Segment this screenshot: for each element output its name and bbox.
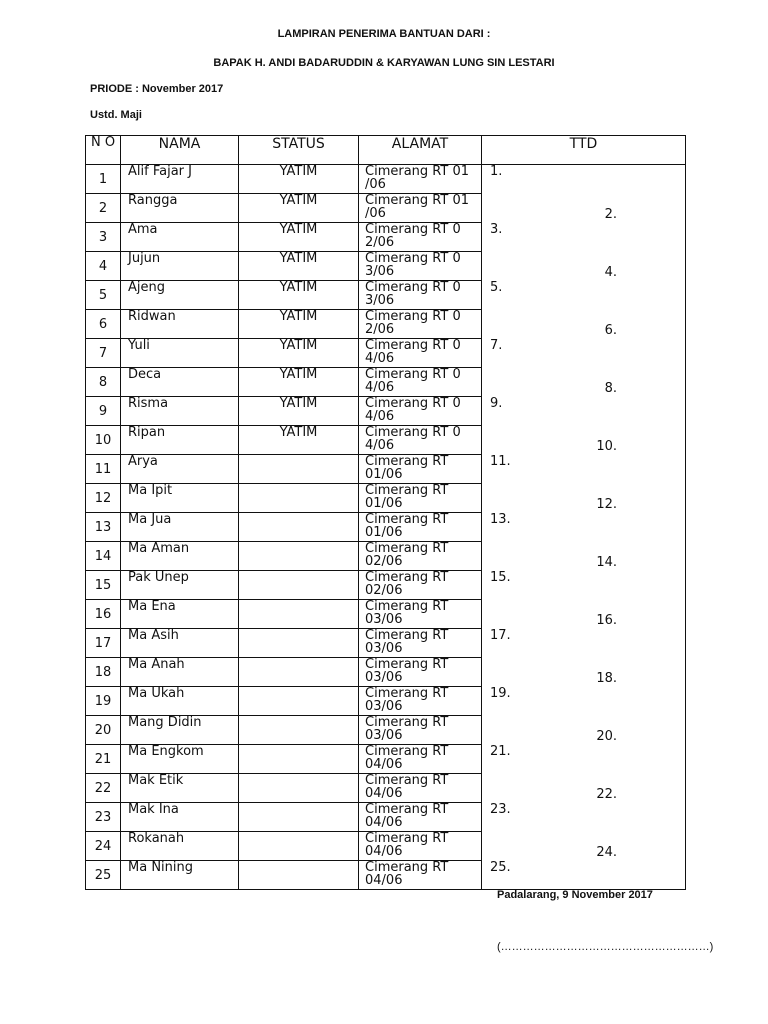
row-nama: Ma Ena [121,600,239,629]
row-alamat: Cimerang RT 0 3/06 [359,281,482,310]
row-alamat: Cimerang RT 01/06 [359,455,482,484]
row-number: 6 [86,310,121,339]
row-number: 15 [86,571,121,600]
signature-slot-label: 1. [490,164,503,179]
table-row [86,339,686,368]
table-row [86,281,686,310]
recipient-table [85,135,686,890]
row-number: 8 [86,368,121,397]
row-nama: Rokanah [121,832,239,861]
row-ttd [482,252,686,281]
row-number: 24 [86,832,121,861]
signature-slot-label: 9. [490,395,503,411]
row-nama: Ma Ukah [121,687,239,716]
signature-slot-label: 14. [596,554,617,570]
row-ttd [482,861,686,890]
signature-slot-label: 4. [604,264,617,280]
signature-slot-label: 6. [604,322,617,338]
row-number: 4 [86,252,121,281]
table-row [86,513,686,542]
table-row [86,310,686,339]
row-nama: Alif Fajar J [121,165,239,194]
row-nama: Mak Etik [121,774,239,803]
row-status [239,455,359,484]
row-number: 1 [86,165,121,194]
signature-slot-label: 11. [490,453,511,469]
row-status [239,832,359,861]
row-nama: Ma Nining [121,861,239,890]
row-number: 13 [86,513,121,542]
row-nama: Mak Ina [121,803,239,832]
row-status: YATIM [239,165,359,194]
place-date: Padalarang, 9 November 2017 [497,889,653,901]
periode-label: PRIODE : November 2017 [90,83,224,95]
column-header-no: N O [86,136,121,165]
ustd-label: Ustd. Maji [90,109,142,121]
table-row [86,745,686,774]
table-row [86,165,686,194]
signature-slot-label: 25. [490,859,511,875]
row-nama: Ripan [121,426,239,455]
row-alamat: Cimerang RT 0 3/06 [359,252,482,281]
row-alamat: Cimerang RT 0 4/06 [359,339,482,368]
row-alamat: Cimerang RT 03/06 [359,629,482,658]
row-alamat: Cimerang RT 03/06 [359,600,482,629]
row-ttd [482,658,686,687]
row-nama: Arya [121,455,239,484]
row-ttd [482,542,686,571]
row-ttd [482,600,686,629]
row-ttd [482,223,686,252]
row-alamat: Cimerang RT 03/06 [359,658,482,687]
signature-slot-label: 21. [490,743,511,759]
row-nama: Deca [121,368,239,397]
row-ttd [482,745,686,774]
signature-slot-label: 24. [596,844,617,860]
table-row [86,861,686,890]
table-row [86,397,686,426]
row-nama: Ma Jua [121,513,239,542]
row-alamat: Cimerang RT 03/06 [359,716,482,745]
row-alamat: Cimerang RT 04/06 [359,832,482,861]
row-number: 14 [86,542,121,571]
row-status: YATIM [239,223,359,252]
table-header-row [86,136,686,165]
row-status: YATIM [239,281,359,310]
title-line-1: LAMPIRAN PENERIMA BANTUAN DARI : [277,28,491,40]
table-row [86,252,686,281]
row-number: 9 [86,397,121,426]
table-row [86,455,686,484]
row-alamat: Cimerang RT 02/06 [359,571,482,600]
row-alamat: Cimerang RT 02/06 [359,542,482,571]
row-number: 23 [86,803,121,832]
row-nama: Ma Engkom [121,745,239,774]
column-header-status: STATUS [239,136,359,165]
row-status [239,484,359,513]
row-status: YATIM [239,252,359,281]
table-row [86,600,686,629]
row-ttd [482,484,686,513]
row-ttd [482,716,686,745]
row-ttd [482,455,686,484]
row-status [239,861,359,890]
row-number: 22 [86,774,121,803]
row-number: 17 [86,629,121,658]
signature-slot-label: 17. [490,627,511,643]
row-ttd [482,165,686,194]
signature-line: (…………………………………………………) [497,941,714,953]
row-status [239,745,359,774]
table-row [86,716,686,745]
row-ttd [482,774,686,803]
row-alamat: Cimerang RT 04/06 [359,861,482,890]
row-status [239,571,359,600]
table-row [86,223,686,252]
row-status: YATIM [239,310,359,339]
table-row [86,571,686,600]
row-status [239,513,359,542]
row-status: YATIM [239,426,359,455]
signature-slot-label: 3. [490,221,503,237]
signature-slot-label: 8. [604,380,617,396]
row-nama: Ajeng [121,281,239,310]
row-nama: Rangga [121,194,239,223]
row-nama: Jujun [121,252,239,281]
signature-slot-label: 10. [596,438,617,454]
row-number: 5 [86,281,121,310]
table-row [86,484,686,513]
row-alamat: Cimerang RT 0 2/06 [359,310,482,339]
row-alamat: Cimerang RT 0 4/06 [359,426,482,455]
row-nama: Ma Anah [121,658,239,687]
signature-slot-label: 13. [490,511,511,527]
table-row [86,832,686,861]
signature-slot-label: 23. [490,801,511,817]
row-alamat: Cimerang RT 04/06 [359,774,482,803]
row-ttd [482,571,686,600]
row-alamat: Cimerang RT 0 4/06 [359,368,482,397]
signature-slot-label: 5. [490,279,503,295]
signature-slot-label: 20. [596,728,617,744]
row-status: YATIM [239,339,359,368]
column-header-alamat: ALAMAT [359,136,482,165]
table-row [86,687,686,716]
row-nama: Ma Aman [121,542,239,571]
row-nama: Mang Didin [121,716,239,745]
row-status [239,658,359,687]
row-nama: Ama [121,223,239,252]
row-nama: Pak Unep [121,571,239,600]
row-alamat: Cimerang RT 01/06 [359,513,482,542]
row-number: 21 [86,745,121,774]
row-number: 12 [86,484,121,513]
row-alamat: Cimerang RT 03/06 [359,687,482,716]
row-ttd [482,832,686,861]
signature-slot-label: 22. [596,786,617,802]
row-ttd [482,368,686,397]
row-ttd [482,310,686,339]
signature-slot-label: 12. [596,496,617,512]
row-ttd [482,629,686,658]
row-number: 3 [86,223,121,252]
row-ttd [482,194,686,223]
row-ttd [482,426,686,455]
row-status [239,803,359,832]
row-ttd [482,687,686,716]
row-status [239,542,359,571]
column-header-nama: NAMA [121,136,239,165]
table-row [86,426,686,455]
signature-slot-label: 19. [490,685,511,701]
table-row [86,658,686,687]
row-status [239,716,359,745]
table-row [86,774,686,803]
row-alamat: Cimerang RT 01 /06 [359,194,482,223]
row-number: 16 [86,600,121,629]
signature-slot-label: 18. [596,670,617,686]
row-ttd [482,397,686,426]
row-ttd [482,513,686,542]
row-nama: Risma [121,397,239,426]
row-nama: Ridwan [121,310,239,339]
row-number: 18 [86,658,121,687]
row-alamat: Cimerang RT 0 4/06 [359,397,482,426]
row-ttd [482,339,686,368]
row-number: 11 [86,455,121,484]
row-nama: Ma Ipit [121,484,239,513]
signature-slot-label: 16. [596,612,617,628]
row-number: 25 [86,861,121,890]
row-nama: Ma Asih [121,629,239,658]
row-status: YATIM [239,397,359,426]
table-row [86,803,686,832]
row-status [239,687,359,716]
row-ttd [482,281,686,310]
row-status [239,600,359,629]
signature-slot-label: 2. [604,206,617,222]
table-row [86,194,686,223]
row-number: 2 [86,194,121,223]
row-alamat: Cimerang RT 04/06 [359,803,482,832]
row-status [239,629,359,658]
row-number: 19 [86,687,121,716]
table-row [86,368,686,397]
column-header-ttd: TTD [482,136,686,165]
row-nama: Yuli [121,339,239,368]
row-number: 7 [86,339,121,368]
row-alamat: Cimerang RT 01 /06 [359,165,482,194]
signature-slot-label: 15. [490,569,511,585]
row-status: YATIM [239,194,359,223]
table-row [86,542,686,571]
row-alamat: Cimerang RT 04/06 [359,745,482,774]
row-alamat: Cimerang RT 0 2/06 [359,223,482,252]
row-ttd [482,803,686,832]
row-alamat: Cimerang RT 01/06 [359,484,482,513]
title-line-2: BAPAK H. ANDI BADARUDDIN & KARYAWAN LUNG SIN LESTARI [213,57,555,69]
table-row [86,629,686,658]
signature-slot-label: 7. [490,337,503,353]
row-status [239,774,359,803]
row-status: YATIM [239,368,359,397]
row-number: 10 [86,426,121,455]
row-number: 20 [86,716,121,745]
